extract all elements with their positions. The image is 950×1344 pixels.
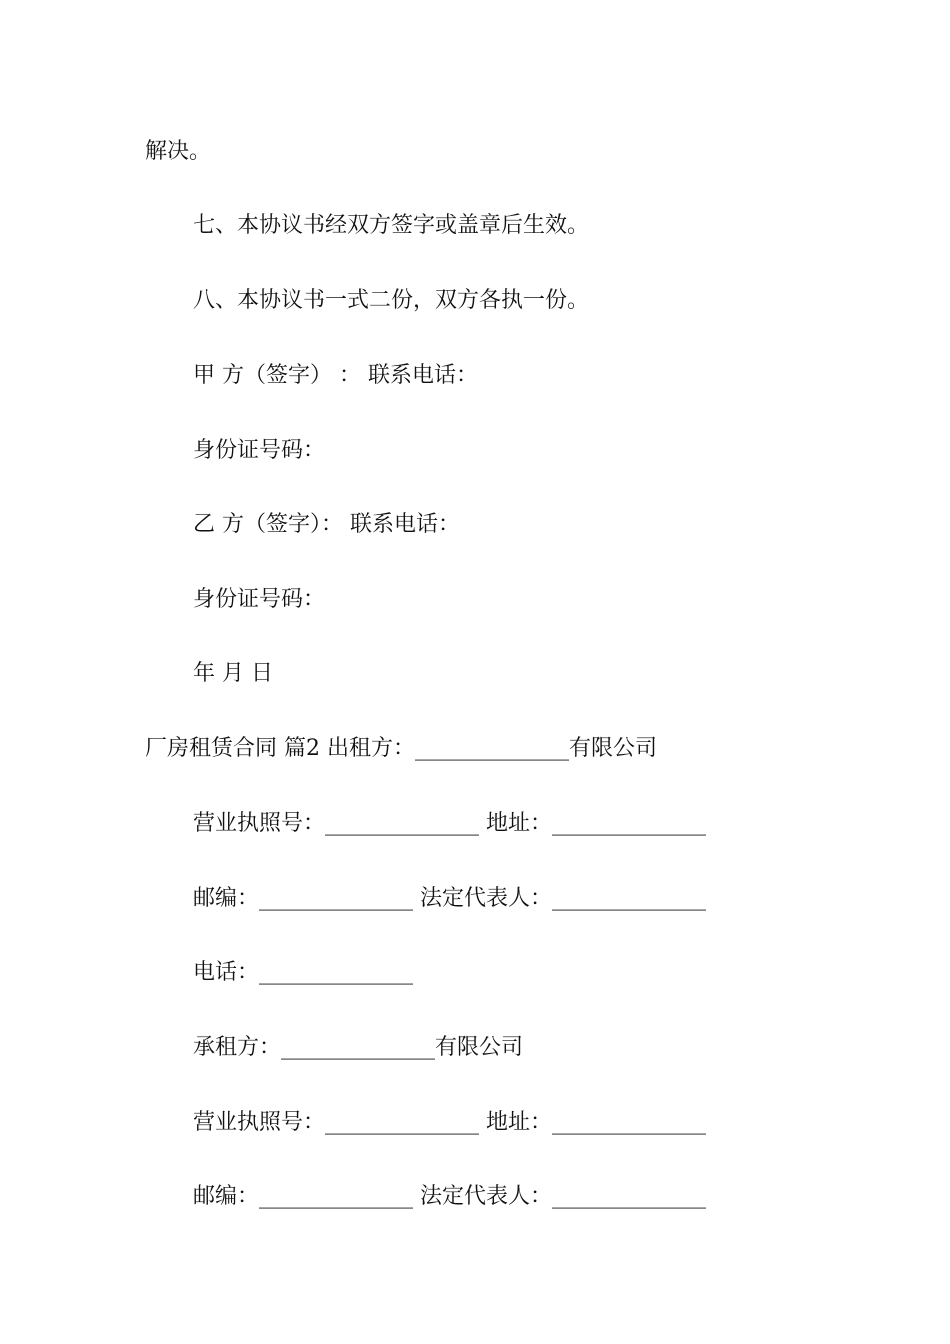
clause-7: 七、本协议书经双方签字或盖章后生效。 [193,213,590,238]
text-line: 解决。 [145,139,212,164]
party-b-id-line: 身份证号码： [193,587,326,612]
lessee-license-address-line: 营业执照号：______________ 地址：______________ [193,1110,706,1135]
lessor-postcode-representative-line: 邮编：______________ 法定代表人：______________ [193,886,706,911]
date-line: 年 月 日 [193,661,273,686]
lessor-license-address-line: 营业执照号：______________ 地址：______________ [193,811,706,836]
lessee-postcode-representative-line: 邮编：______________ 法定代表人：______________ [193,1184,706,1209]
lessee-line: 承租方：______________有限公司 [193,1035,524,1060]
party-a-id-line: 身份证号码： [193,438,326,463]
clause-8: 八、本协议书一式二份，双方各执一份。 [193,288,590,313]
section-heading-lessor: 厂房租赁合同 篇2 出租方：______________有限公司 [145,736,657,761]
lessor-phone-line: 电话：______________ [193,960,414,985]
party-b-signature-line: 乙 方（签字）： 联系电话： [193,512,460,537]
party-a-signature-line: 甲 方（签字） ： 联系电话： [193,363,478,388]
